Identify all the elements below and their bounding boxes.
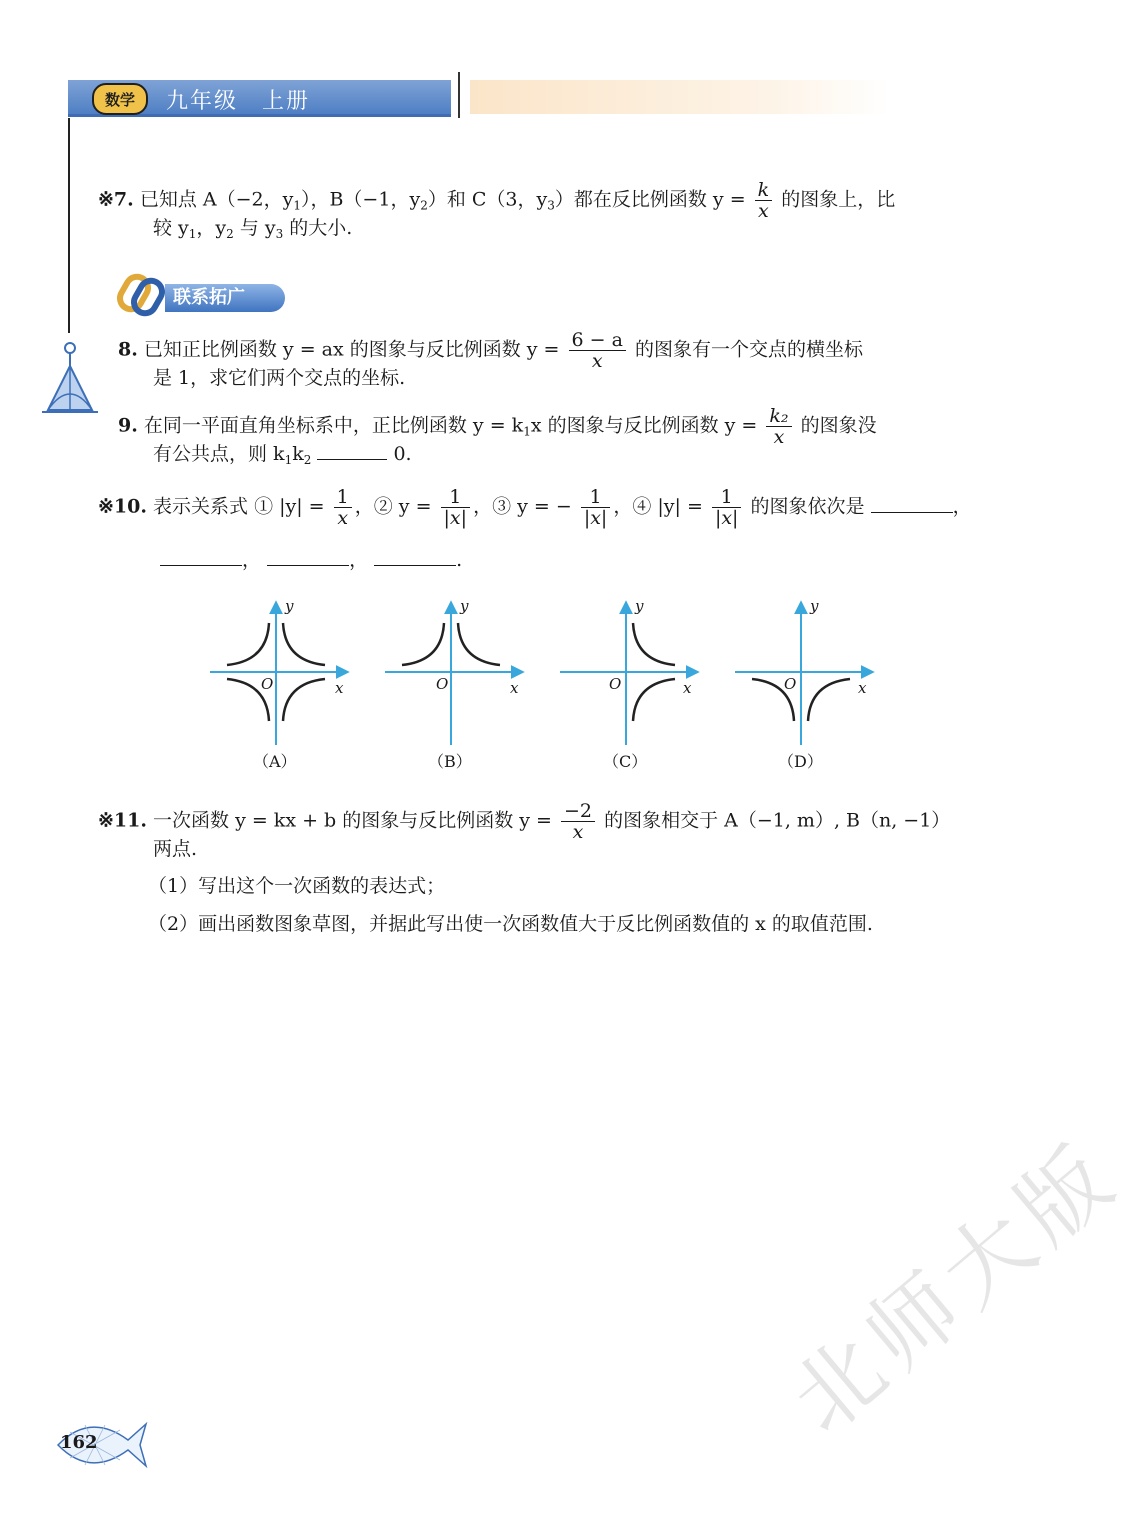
text-span: ，③ y = −	[473, 495, 572, 518]
problem-11-sub-1: （1）写出这个一次函数的表达式；	[148, 875, 446, 897]
problem-9-line-2: 有公共点，则 $k_1k_2$ 0.	[153, 443, 412, 467]
text-span: ）和 C（3，y	[427, 188, 548, 211]
text-span: 已知点 A（−2，y	[139, 188, 294, 211]
graph-label-b: （B）	[428, 752, 472, 771]
text-span: ，y	[196, 217, 227, 239]
answer-blank[interactable]	[871, 496, 953, 513]
denominator: x	[591, 350, 603, 372]
numerator: 1	[441, 487, 471, 508]
section-title: 联系拓广	[165, 284, 285, 312]
problem-8-line-2: 是 1，求它们两个交点的坐标.	[153, 367, 406, 389]
problem-11-line-1	[98, 801, 950, 842]
axis-y-label: y	[635, 597, 644, 615]
denominator: x	[773, 426, 785, 448]
text-span: 表示关系式 ① |y| =	[153, 495, 325, 518]
fraction	[441, 487, 471, 528]
answer-blank[interactable]	[267, 549, 349, 566]
answer-blank[interactable]	[317, 443, 387, 460]
problem-11-line-2: 两点.	[153, 838, 198, 860]
graph-label-d: （D）	[778, 752, 823, 771]
numerator: 1	[581, 487, 611, 508]
problem-11-sub-2: （2）画出函数图象草图，并据此写出使一次函数值大于反比例函数值的 x 的取值范围.	[148, 913, 873, 935]
book-title: 九年级 上册	[166, 89, 311, 114]
problem-number: ※10.	[98, 495, 147, 518]
answer-blank[interactable]	[374, 549, 456, 566]
fraction	[712, 487, 742, 528]
fraction	[581, 487, 611, 528]
graph-options	[205, 595, 895, 775]
problem-number: 9.	[118, 414, 138, 437]
fraction	[561, 801, 595, 842]
graph-c	[560, 603, 697, 745]
text-span: 的图象依次是	[750, 495, 865, 518]
graph-b	[385, 603, 522, 745]
text-span: .	[456, 549, 463, 571]
graph-d	[735, 603, 872, 745]
fraction	[766, 406, 791, 447]
header-gradient-band	[470, 80, 890, 114]
problem-10-line-1	[98, 487, 972, 528]
text-span: ，	[242, 549, 262, 571]
problem-7-line-2: 较 $y_1$，$y_2$ 与 $y_3$ 的大小.	[153, 217, 353, 241]
axis-x-label: x	[510, 679, 519, 697]
text-span: 有公共点，则 k	[153, 443, 285, 465]
header-divider	[458, 72, 460, 118]
numerator: k₂	[766, 406, 791, 427]
text-span: 在同一平面直角坐标系中，正比例函数 y = k	[143, 414, 524, 437]
problem-number: ※7.	[98, 188, 134, 211]
text-span: k	[292, 443, 304, 465]
numerator: k	[755, 180, 773, 201]
margin-line	[68, 118, 70, 333]
page-number: 162	[60, 1432, 98, 1453]
text-span: 的大小.	[283, 217, 353, 239]
problem-9-line-1: 9. 在同一平面直角坐标系中，正比例函数 $y = k_1x$ 的图象与反比例函数 y = $\frac{\text{k₂}}{x}$ 的图象没	[118, 405, 877, 448]
origin-label: O	[784, 675, 797, 693]
origin-label: O	[609, 675, 622, 693]
axis-x-label: x	[858, 679, 867, 697]
text-span: 一次函数 y = kx + b 的图象与反比例函数 y =	[153, 809, 552, 832]
text-span: ）都在反比例函数 y =	[554, 188, 746, 211]
problem-number: 8.	[118, 338, 138, 361]
axis-y-label: y	[285, 597, 294, 615]
numerator: 1	[712, 487, 742, 508]
axis-y-label: y	[810, 597, 819, 615]
axis-x-label: x	[335, 679, 344, 697]
text-span: ），B（−1，y	[300, 188, 421, 211]
problem-10-line-2	[160, 548, 462, 572]
denominator: |x|	[443, 507, 468, 529]
numerator: 6 − a	[569, 330, 626, 351]
compass-icon	[40, 338, 100, 416]
text-span: x 的图象与反比例函数 y =	[530, 414, 758, 437]
text-span: 的图象有一个交点的横坐标	[635, 338, 864, 361]
text-span: 较 y	[153, 217, 189, 239]
graph-label-a: （A）	[253, 752, 297, 771]
text-span: 与 y	[233, 217, 276, 239]
subject-badge: 数学	[92, 83, 148, 115]
text-span: 0.	[393, 443, 412, 465]
publisher-watermark: 北师大版	[771, 1121, 1139, 1453]
axis-y-label: y	[460, 597, 469, 615]
text-span: 的图象相交于 A（−1, m）, B（n, −1）	[604, 809, 951, 832]
denominator: x	[758, 200, 769, 222]
text-span: ，② y =	[354, 495, 432, 518]
answer-blank[interactable]	[160, 549, 242, 566]
denominator: x	[337, 507, 349, 529]
denominator: |x|	[583, 507, 608, 529]
problem-number: ※11.	[98, 809, 147, 832]
graph-label-c: （C）	[603, 752, 648, 771]
text-span: 已知正比例函数 y = ax 的图象与反比例函数 y =	[143, 338, 560, 361]
fraction	[569, 330, 626, 371]
graph-a	[210, 603, 347, 745]
problem-8-line-1	[118, 330, 863, 371]
text-span: ，	[952, 495, 972, 518]
denominator: x	[572, 821, 584, 843]
numerator: 1	[334, 487, 352, 508]
origin-label: O	[436, 675, 449, 693]
numerator: −2	[561, 801, 595, 822]
text-span: 的图象上，比	[781, 188, 896, 211]
fraction	[334, 487, 352, 528]
fraction	[755, 180, 773, 221]
text-span: 的图象没	[800, 414, 877, 437]
problem-7-line-1: ※7. 已知点 A（−2，$y_1$），B（−1，$y_2$）和 C（3，$y_3$）都在反比例函数 y = $\frac{k}{x}$ 的图象上，比	[98, 179, 896, 222]
origin-label: O	[261, 675, 274, 693]
axis-x-label: x	[683, 679, 692, 697]
text-span: ，④ |y| =	[613, 495, 703, 518]
denominator: |x|	[714, 507, 739, 529]
text-span: ，	[349, 549, 369, 571]
